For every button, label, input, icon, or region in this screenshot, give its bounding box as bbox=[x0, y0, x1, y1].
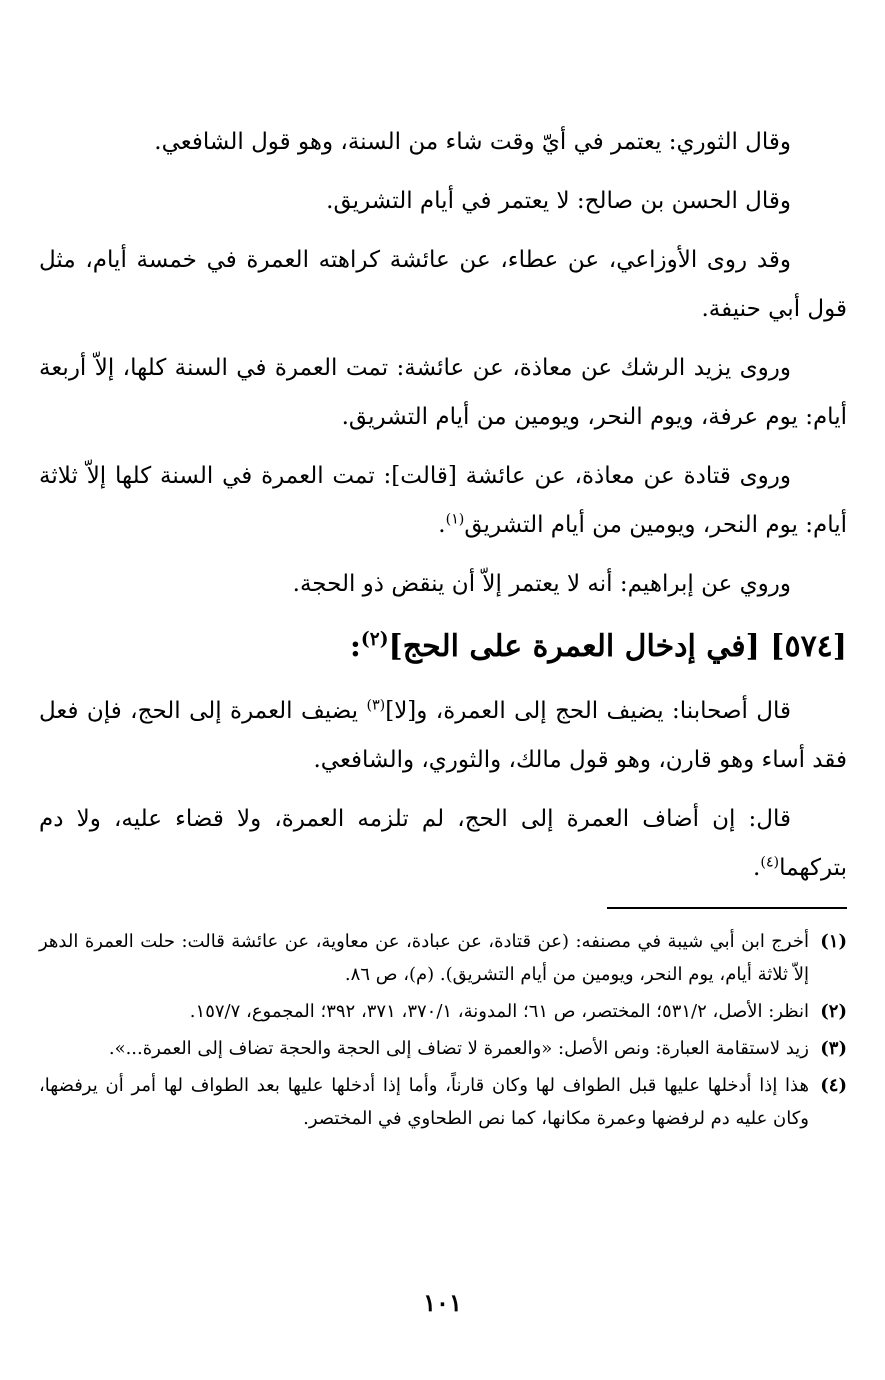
paragraph-ibrahim: وروي عن إبراهيم: أنه لا يعتمر إلاّ أن ينقض ذو الحجة. bbox=[292, 571, 791, 597]
footnote-ref-1: (١) bbox=[445, 511, 465, 528]
footnote-text: أخرج ابن أبي شيبة في مصنفه: (عن قتادة، عن عبادة، عن معاوية، عن عائشة قالت: حلت العمرة الدهر إلاّ ثلاثة أيام، يوم النحر، ويومين من أيام التشريق). (م)، ص ٨٦. bbox=[39, 931, 809, 985]
paragraph-yazid: وروى يزيد الرشك عن معاذة، عن عائشة: تمت العمرة في السنة كلها، إلاّ أربعة أيام: يوم عرفة، ويوم النحر، ويومين من أيام التشريق. bbox=[39, 355, 847, 430]
footnote-3 bbox=[39, 1032, 847, 1065]
paragraph-thawri: وقال الثوري: يعتمر في أيّ وقت شاء من السنة، وهو قول الشافعي. bbox=[154, 129, 791, 155]
paragraph-hasan: وقال الحسن بن صالح: لا يعتمر في أيام التشريق. bbox=[326, 188, 791, 214]
footnote-ref-2: (٢) bbox=[360, 629, 389, 650]
paragraph-qala-end: . bbox=[753, 855, 761, 881]
footnotes bbox=[39, 925, 847, 1139]
footnote-divider bbox=[607, 907, 847, 909]
footnote-2 bbox=[39, 995, 847, 1028]
paragraph-awzai: وقد روى الأوزاعي، عن عطاء، عن عائشة كراهته العمرة في خمسة أيام، مثل قول أبي حنيفة. bbox=[39, 247, 847, 322]
footnote-text: هذا إذا أدخلها عليها قبل الطواف لها وكان قارناً، وأما إذا أدخلها عليها بعد الطواف لها أمر أن يرفضها، وكان عليه دم لرفضها وعمرة مكانها، كما نص الطحاوي في المختصر. bbox=[39, 1075, 809, 1129]
paragraph-qala bbox=[39, 795, 847, 893]
footnote-number: (١) bbox=[820, 931, 847, 952]
paragraph-qatada-text: وروى قتادة عن معاذة، عن عائشة [قالت]: تمت العمرة في السنة كلها إلاّ ثلاثة أيام: يوم النحر، ويومين من أيام التشريق bbox=[39, 463, 847, 538]
footnote-number: (٣) bbox=[820, 1038, 847, 1059]
footnote-ref-3: (٣) bbox=[366, 697, 386, 714]
footnote-text: انظر: الأصل، ٥٣١/٢؛ المختصر، ص ٦١؛ المدونة، ٣٧٠/١، ٣٧١، ٣٩٢؛ المجموع، ١٥٧/٧. bbox=[189, 1001, 809, 1022]
footnote-4 bbox=[39, 1069, 847, 1135]
section-heading-text: [٥٧٤] [في إدخال العمرة على الحج] bbox=[388, 629, 847, 664]
footnote-ref-4: (٤) bbox=[760, 854, 780, 871]
paragraph-qala-text: قال: إن أضاف العمرة إلى الحج، لم تلزمه العمرة، ولا قضاء عليه، ولا دم بتركهما bbox=[39, 806, 847, 881]
paragraph-ashabuna bbox=[39, 687, 847, 785]
paragraph-ashabuna-a: قال أصحابنا: يضيف الحج إلى العمرة، و[لا] bbox=[385, 698, 791, 724]
section-heading bbox=[39, 621, 847, 673]
section-heading-end: : bbox=[349, 629, 361, 664]
paragraph-ashabuna-b: يضيف العمرة إلى الحج، فإن فعل فقد أساء وهو قارن، وهو قول مالك، والثوري، والشافعي. bbox=[39, 698, 847, 773]
footnote-text: زيد لاستقامة العبارة: ونص الأصل: «والعمرة لا تضاف إلى الحجة والحجة تضاف إلى العمرة...». bbox=[108, 1038, 809, 1059]
page-number: ١٠١ bbox=[423, 1288, 462, 1317]
main-text bbox=[39, 118, 847, 903]
footnote-number: (٤) bbox=[820, 1075, 847, 1096]
footnote-number: (٢) bbox=[820, 1001, 847, 1022]
footnote-1 bbox=[39, 925, 847, 991]
paragraph-qatada bbox=[39, 452, 847, 550]
paragraph-qatada-end: . bbox=[438, 512, 446, 538]
